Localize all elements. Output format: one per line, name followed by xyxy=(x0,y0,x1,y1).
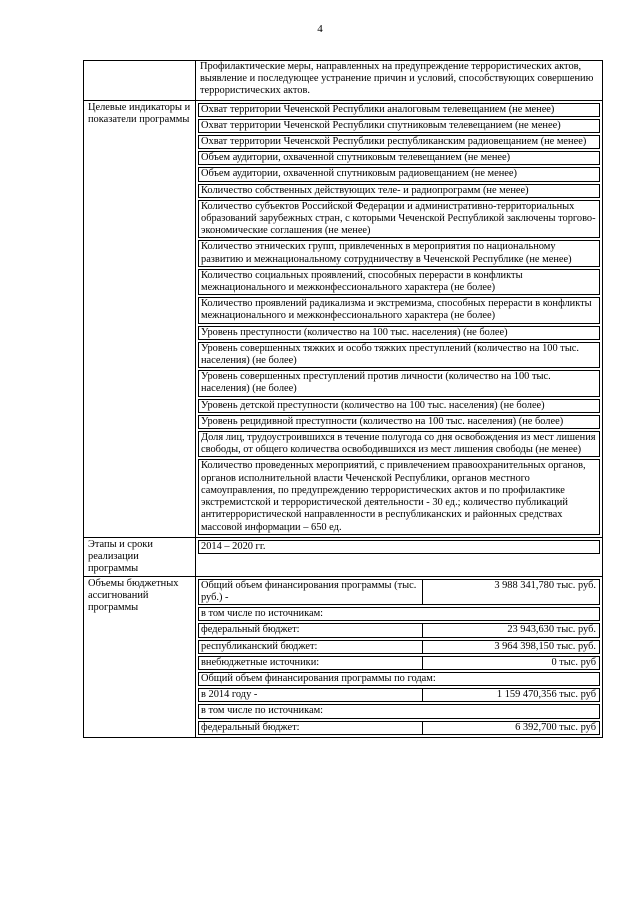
page-number: 4 xyxy=(317,23,323,35)
row-label xyxy=(84,61,196,100)
indicator-item: Количество проявлений радикализма и экстремизма, способных перерасти в конфликты межнационального и межконфессионального характера (не более) xyxy=(198,297,600,323)
funding-row: федеральный бюджет: 6 392,700 тыс. руб xyxy=(198,721,600,735)
indicator-item: Охват территории Чеченской Республики спутниковым телевещанием (не менее) xyxy=(198,119,600,133)
funding-row: в том числе по источникам: xyxy=(198,607,600,621)
indicator-item: Доля лиц, трудоустроившихся в течение полугода со дня освобождения из мест лишения свободы, от общего количества освободившихся из мест лишения свободы (не менее) xyxy=(198,431,600,457)
funding-amount: 23 943,630 тыс. руб. xyxy=(422,624,599,636)
funding-row: федеральный бюджет: 23 943,630 тыс. руб. xyxy=(198,623,600,637)
passport-table xyxy=(83,60,603,738)
indicator-item: Объем аудитории, охваченной спутниковым телевещанием (не менее) xyxy=(198,151,600,165)
row-label: Целевые индикаторы и показатели программы xyxy=(84,101,196,537)
funding-row: в 2014 году - 1 159 470,356 тыс. руб xyxy=(198,688,600,702)
row-label: Объемы бюджетных ассигнований программы xyxy=(84,577,196,737)
funding-amount: 3 988 341,780 тыс. руб. xyxy=(422,580,599,604)
indicator-item: Уровень преступности (количество на 100 тыс. населения) (не более) xyxy=(198,326,600,340)
funding-total-row: Общий объем финансирования программы (тыс. руб.) - 3 988 341,780 тыс. руб. xyxy=(198,579,600,605)
table-row xyxy=(83,100,603,537)
table-row xyxy=(83,60,603,100)
indicator-item: Уровень детской преступности (количество на 100 тыс. населения) (не более) xyxy=(198,399,600,413)
funding-row: республиканский бюджет: 3 964 398,150 тыс. руб. xyxy=(198,640,600,654)
funding-amount: 1 159 470,356 тыс. руб xyxy=(422,689,599,701)
indicator-item: Количество собственных действующих теле- и радиопрограмм (не менее) xyxy=(198,184,600,198)
table-row xyxy=(83,576,603,738)
indicator-item: Уровень совершенных тяжких и особо тяжких преступлений (количество на 100 тыс. населения) (не более) xyxy=(198,342,600,368)
table-row xyxy=(83,537,603,576)
period-value: 2014 – 2020 гг. xyxy=(198,540,600,554)
indicator-item: Количество социальных проявлений, способных перерасти в конфликты межнационального и межконфессионального характера (не более) xyxy=(198,269,600,295)
funding-row: в том числе по источникам: xyxy=(198,704,600,718)
funding-amount: 6 392,700 тыс. руб xyxy=(422,722,599,734)
indicator-item: Объем аудитории, охваченной спутниковым радиовещанием (не менее) xyxy=(198,167,600,181)
indicator-item: Количество субъектов Российской Федерации и административно-территориальных образований зарубежных стран, с которыми Чеченской Республикой заключены торгово-экономические соглашения (не менее) xyxy=(198,200,600,239)
row-text: Профилактические меры, направленных на предупреждение террористических актов, выявление и последующее устранение причин и условий, способствующих совершению террористических актов. xyxy=(200,61,594,97)
funding-amount: 0 тыс. руб xyxy=(422,657,599,669)
indicator-item: Охват территории Чеченской Республики аналоговым телевещанием (не менее) xyxy=(198,103,600,117)
indicator-item: Количество этнических групп, привлеченных в мероприятия по национальному развитию и межнациональному сотрудничеству в Чеченской Республике (не менее) xyxy=(198,240,600,266)
indicator-item: Охват территории Чеченской Республики республиканским радиовещанием (не менее) xyxy=(198,135,600,149)
funding-amount: 3 964 398,150 тыс. руб. xyxy=(422,641,599,653)
funding-row: внебюджетные источники: 0 тыс. руб xyxy=(198,656,600,670)
indicator-item: Уровень рецидивной преступности (количество на 100 тыс. населения) (не более) xyxy=(198,415,600,429)
indicator-item: Уровень совершенных преступлений против личности (количество на 100 тыс. населения) (не более) xyxy=(198,370,600,396)
row-label: Этапы и сроки реализации программы xyxy=(84,538,196,576)
indicator-item: Количество проведенных мероприятий, с привлечением правоохранительных органов, органов исполнительной власти Чеченской Республики, органов местного самоуправления, по предупреждению террористических актов и по профилактике экстремистской и террористической деятельности - 30 ед.; количество публикаций антитеррористической направленности в республиканских и районных средствах массовой информации – 650 ед. xyxy=(198,459,600,534)
funding-row: Общий объем финансирования программы по годам: xyxy=(198,672,600,686)
